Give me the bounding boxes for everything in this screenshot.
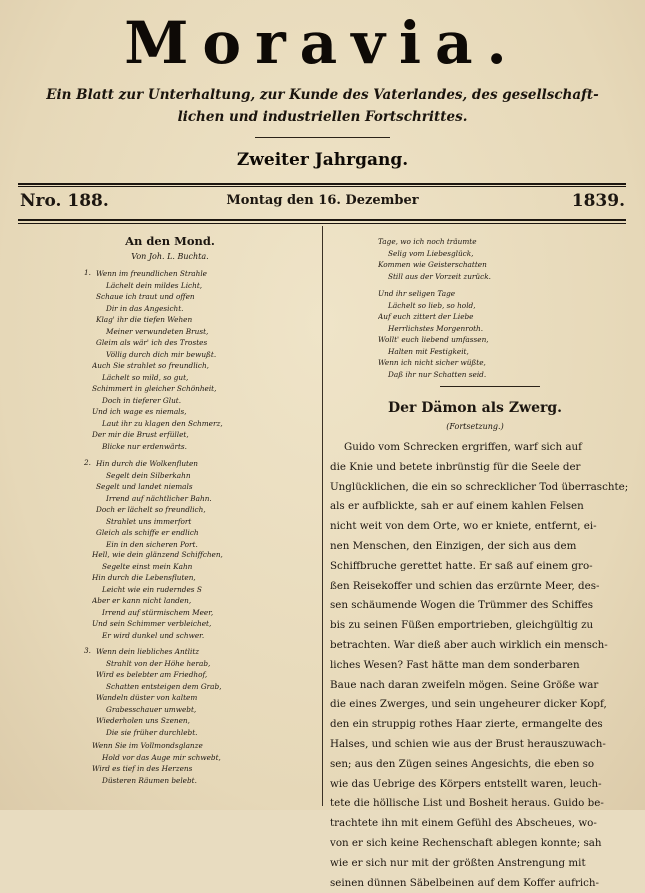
poem-line: Selig vom Liebesglück,	[388, 248, 474, 258]
poem-line: Schaue ich traut und offen	[96, 292, 195, 301]
poem-line: Blicke nur erdenwärts.	[102, 441, 187, 451]
poem-line: Auch Sie strahlet so freundlich,	[92, 361, 209, 370]
volume-label: Zweiter Jahrgang.	[236, 150, 409, 170]
story-line: die eines Zwerges, und sein ungeheurer dicker Kopf,	[330, 698, 607, 711]
poem-stanza	[92, 549, 328, 641]
poem-line: Laut ihr zu klagen den Schmerz,	[102, 418, 223, 428]
issue-number: Nro. 188.	[20, 191, 109, 211]
story-line: Halses, und schien wie aus der Brust herauszuwach-	[330, 737, 606, 750]
poem-line: Hold vor das Auge mir schwebt,	[102, 752, 221, 762]
poem-line: Doch er lächelt so freundlich,	[96, 505, 206, 514]
story-line: betrachten. War dieß aber auch wirklich ein mensch-	[330, 638, 608, 651]
poem-author: Von Joh. L. Buchta.	[131, 252, 209, 261]
poem-line: Irrend auf stürmischem Meer,	[102, 607, 214, 617]
poem-line: Auf euch zittert der Liebe	[378, 312, 474, 321]
poem-stanza	[96, 268, 332, 360]
poem-line: Wenn ich nicht sicher wüßte,	[378, 358, 486, 367]
poem-line: Doch in tieferer Glut.	[102, 395, 182, 405]
story-line: ßen Reisekoffer und schien das erzürnte Meer, des-	[330, 579, 600, 592]
masthead-divider	[255, 137, 390, 138]
poem-line: Meiner verwundeten Brust,	[106, 326, 209, 336]
poem-line: Gleim als wär' ich des Trostes	[96, 338, 208, 347]
header-rule-top-thin	[18, 186, 626, 187]
masthead-subtitle-line2: lichen und industriellen Fortschrittes.	[177, 109, 468, 125]
poem-line: Der mir die Brust erfüllet,	[92, 430, 189, 439]
poem-line: Wandeln düster von kaltem	[96, 693, 198, 702]
poem-line: Still aus der Vorzeit zurück.	[388, 271, 491, 281]
story-body	[330, 438, 628, 893]
poem-line: Schatten entsteigen dem Grab,	[106, 681, 222, 691]
story-line: nen Menschen, den Einzigen, der sich aus dem	[330, 539, 577, 552]
poem-line: Düsteren Räumen belebt.	[102, 775, 197, 785]
poem-line: Segelte einst mein Kahn	[102, 561, 193, 571]
poem-line: Herrlichstes Morgenroth.	[388, 323, 484, 333]
poem-line: Dir in das Angesicht.	[106, 303, 184, 313]
poem-line: Und sein Schimmer verbleichet,	[92, 619, 212, 628]
story-line: tete die höllische List und Bosheit heraus. Guido be-	[330, 797, 604, 810]
poem-line: Strahlt von der Höhe herab,	[106, 658, 211, 668]
poem-title: An den Mond.	[125, 234, 215, 248]
masthead-subtitle-line1: Ein Blatt zur Unterhaltung, zur Kunde des Vaterlandes, des gesellschaft-	[46, 87, 599, 103]
poem-line: Lächelt so mild, so gut,	[102, 372, 189, 382]
story-line: liches Wesen? Fast hätte man dem sonderbaren	[330, 658, 580, 671]
poem-line: Leicht wie ein ruderndes S	[102, 584, 202, 594]
poem-line: Wird es tief in des Herzens	[92, 764, 193, 773]
story-line: die Knie und betete inbrünstig für die Seele der	[330, 460, 581, 473]
story-line: bis zu seinen Füßen emportrieben, gleichgültig zu	[330, 619, 594, 632]
poem-line: Und ich wage es niemals,	[92, 407, 187, 416]
issue-year: 1839.	[571, 191, 625, 211]
story-line: Baue nach daran zweifeln mögen. Seine Größe war	[330, 678, 599, 691]
header-rule-top	[18, 183, 626, 185]
poem-line: Halten mit Festigkeit,	[388, 346, 469, 356]
poem-line: Wird es belebter am Friedhof,	[96, 670, 208, 679]
poem-line: Und ihr seligen Tage	[378, 289, 456, 298]
story-title: Der Dämon als Zwerg.	[387, 400, 563, 416]
poem-line: Tage, wo ich noch träumte	[378, 237, 477, 246]
poem-line: Daß ihr nur Schatten seid.	[388, 369, 487, 379]
poem-line: Wenn im freundlichen Strahle	[96, 269, 208, 278]
poem-line: Klag' ihr die tiefen Wehen	[96, 315, 193, 324]
poem-line: Lächelt so lieb, so hold,	[388, 300, 476, 310]
story-line: sen schäumende Wogen die Trümmer des Schiffes	[330, 599, 594, 612]
poem-line: Wollt' euch liebend umfassen,	[378, 335, 489, 344]
story-line: trachtete ihn mit einem Gefühl des Abscheues, wo-	[330, 817, 597, 830]
poem-line: Gleich als schiffe er endlich	[96, 528, 199, 537]
story-line: als er aufblickte, sah er auf einem kahlen Felsen	[330, 500, 584, 513]
poem-end-divider	[440, 386, 540, 387]
poem-line: Aber er kann nicht landen,	[92, 596, 192, 605]
story-line: wie er sich nur mit der größten Anstrengung mit	[330, 856, 586, 869]
header-rule-bottom-thin	[18, 223, 626, 224]
story-line: Schiffbruche gerettet hatte. Er saß auf einem gro-	[330, 559, 593, 572]
poem-stanza	[92, 360, 328, 452]
story-line: seinen dünnen Säbelbeinen auf dem Koffer aufrich-	[330, 876, 600, 889]
poem-line: Er wird dunkel und schwer.	[102, 630, 205, 640]
story-line: sen; aus den Zügen seines Angesichts, die eben so	[330, 757, 595, 770]
poem-line: Ein in den sicheren Port.	[106, 539, 198, 549]
story-line: wie das Uebrige des Körpers entstellt waren, leuch-	[330, 777, 602, 790]
story-line: Guido vom Schrecken ergriffen, warf sich auf	[344, 441, 582, 453]
poem-stanza	[378, 288, 578, 380]
stanza-number: 2.	[84, 458, 91, 467]
poem-line: Schimmert in gleicher Schönheit,	[92, 384, 217, 393]
story-line: den ein struppig rothes Haar zierte, ermangelte des	[330, 718, 603, 731]
poem-line: Kommen wie Geisterschatten	[378, 260, 487, 269]
poem-line: Grabesschauer umwebt,	[106, 704, 197, 714]
header-rule-bottom	[18, 219, 626, 221]
poem-line: Irrend auf nächtlicher Bahn.	[106, 493, 212, 503]
poem-line: Segelt dein Silberkahn	[106, 470, 191, 480]
stanza-number: 1.	[84, 268, 91, 277]
poem-line: Segelt und landet niemals	[96, 482, 193, 491]
poem-stanza	[96, 458, 332, 550]
poem-stanza	[92, 740, 328, 786]
poem-line: Völlig durch dich mir bewußt.	[106, 349, 217, 359]
story-line: Unglücklichen, die ein so schrecklicher Tod überraschte;	[330, 480, 628, 493]
story-line: von er sich keine Rechenschaft ablegen konnte; sah	[330, 836, 602, 849]
poem-line: Hell, wie dein glänzend Schiffchen,	[92, 550, 223, 559]
poem-line: Wiederholen uns Szenen,	[96, 716, 190, 725]
poem-stanza	[96, 646, 332, 738]
poem-line: Strahlet uns immerfort	[106, 516, 192, 526]
poem-line: Lächelt dein mildes Licht,	[106, 280, 203, 290]
story-subtitle: (Fortsetzung.)	[446, 422, 504, 431]
issue-date: Montag den 16. Dezember	[226, 193, 419, 208]
poem-line: Hin durch die Lebensfluten,	[92, 573, 196, 582]
masthead-title: Moravia.	[124, 9, 521, 77]
poem-line: Die sie früher durchlebt.	[106, 727, 198, 737]
poem-stanza	[378, 236, 578, 282]
stanza-number: 3.	[84, 646, 91, 655]
poem-line: Wenn dein liebliches Antlitz	[96, 647, 200, 656]
story-line: nicht weit von dem Orte, wo er kniete, entfernt, ei-	[330, 520, 597, 533]
poem-line: Wenn Sie im Vollmondsglanze	[92, 741, 203, 750]
poem-line: Hin durch die Wolkenfluten	[96, 459, 199, 468]
